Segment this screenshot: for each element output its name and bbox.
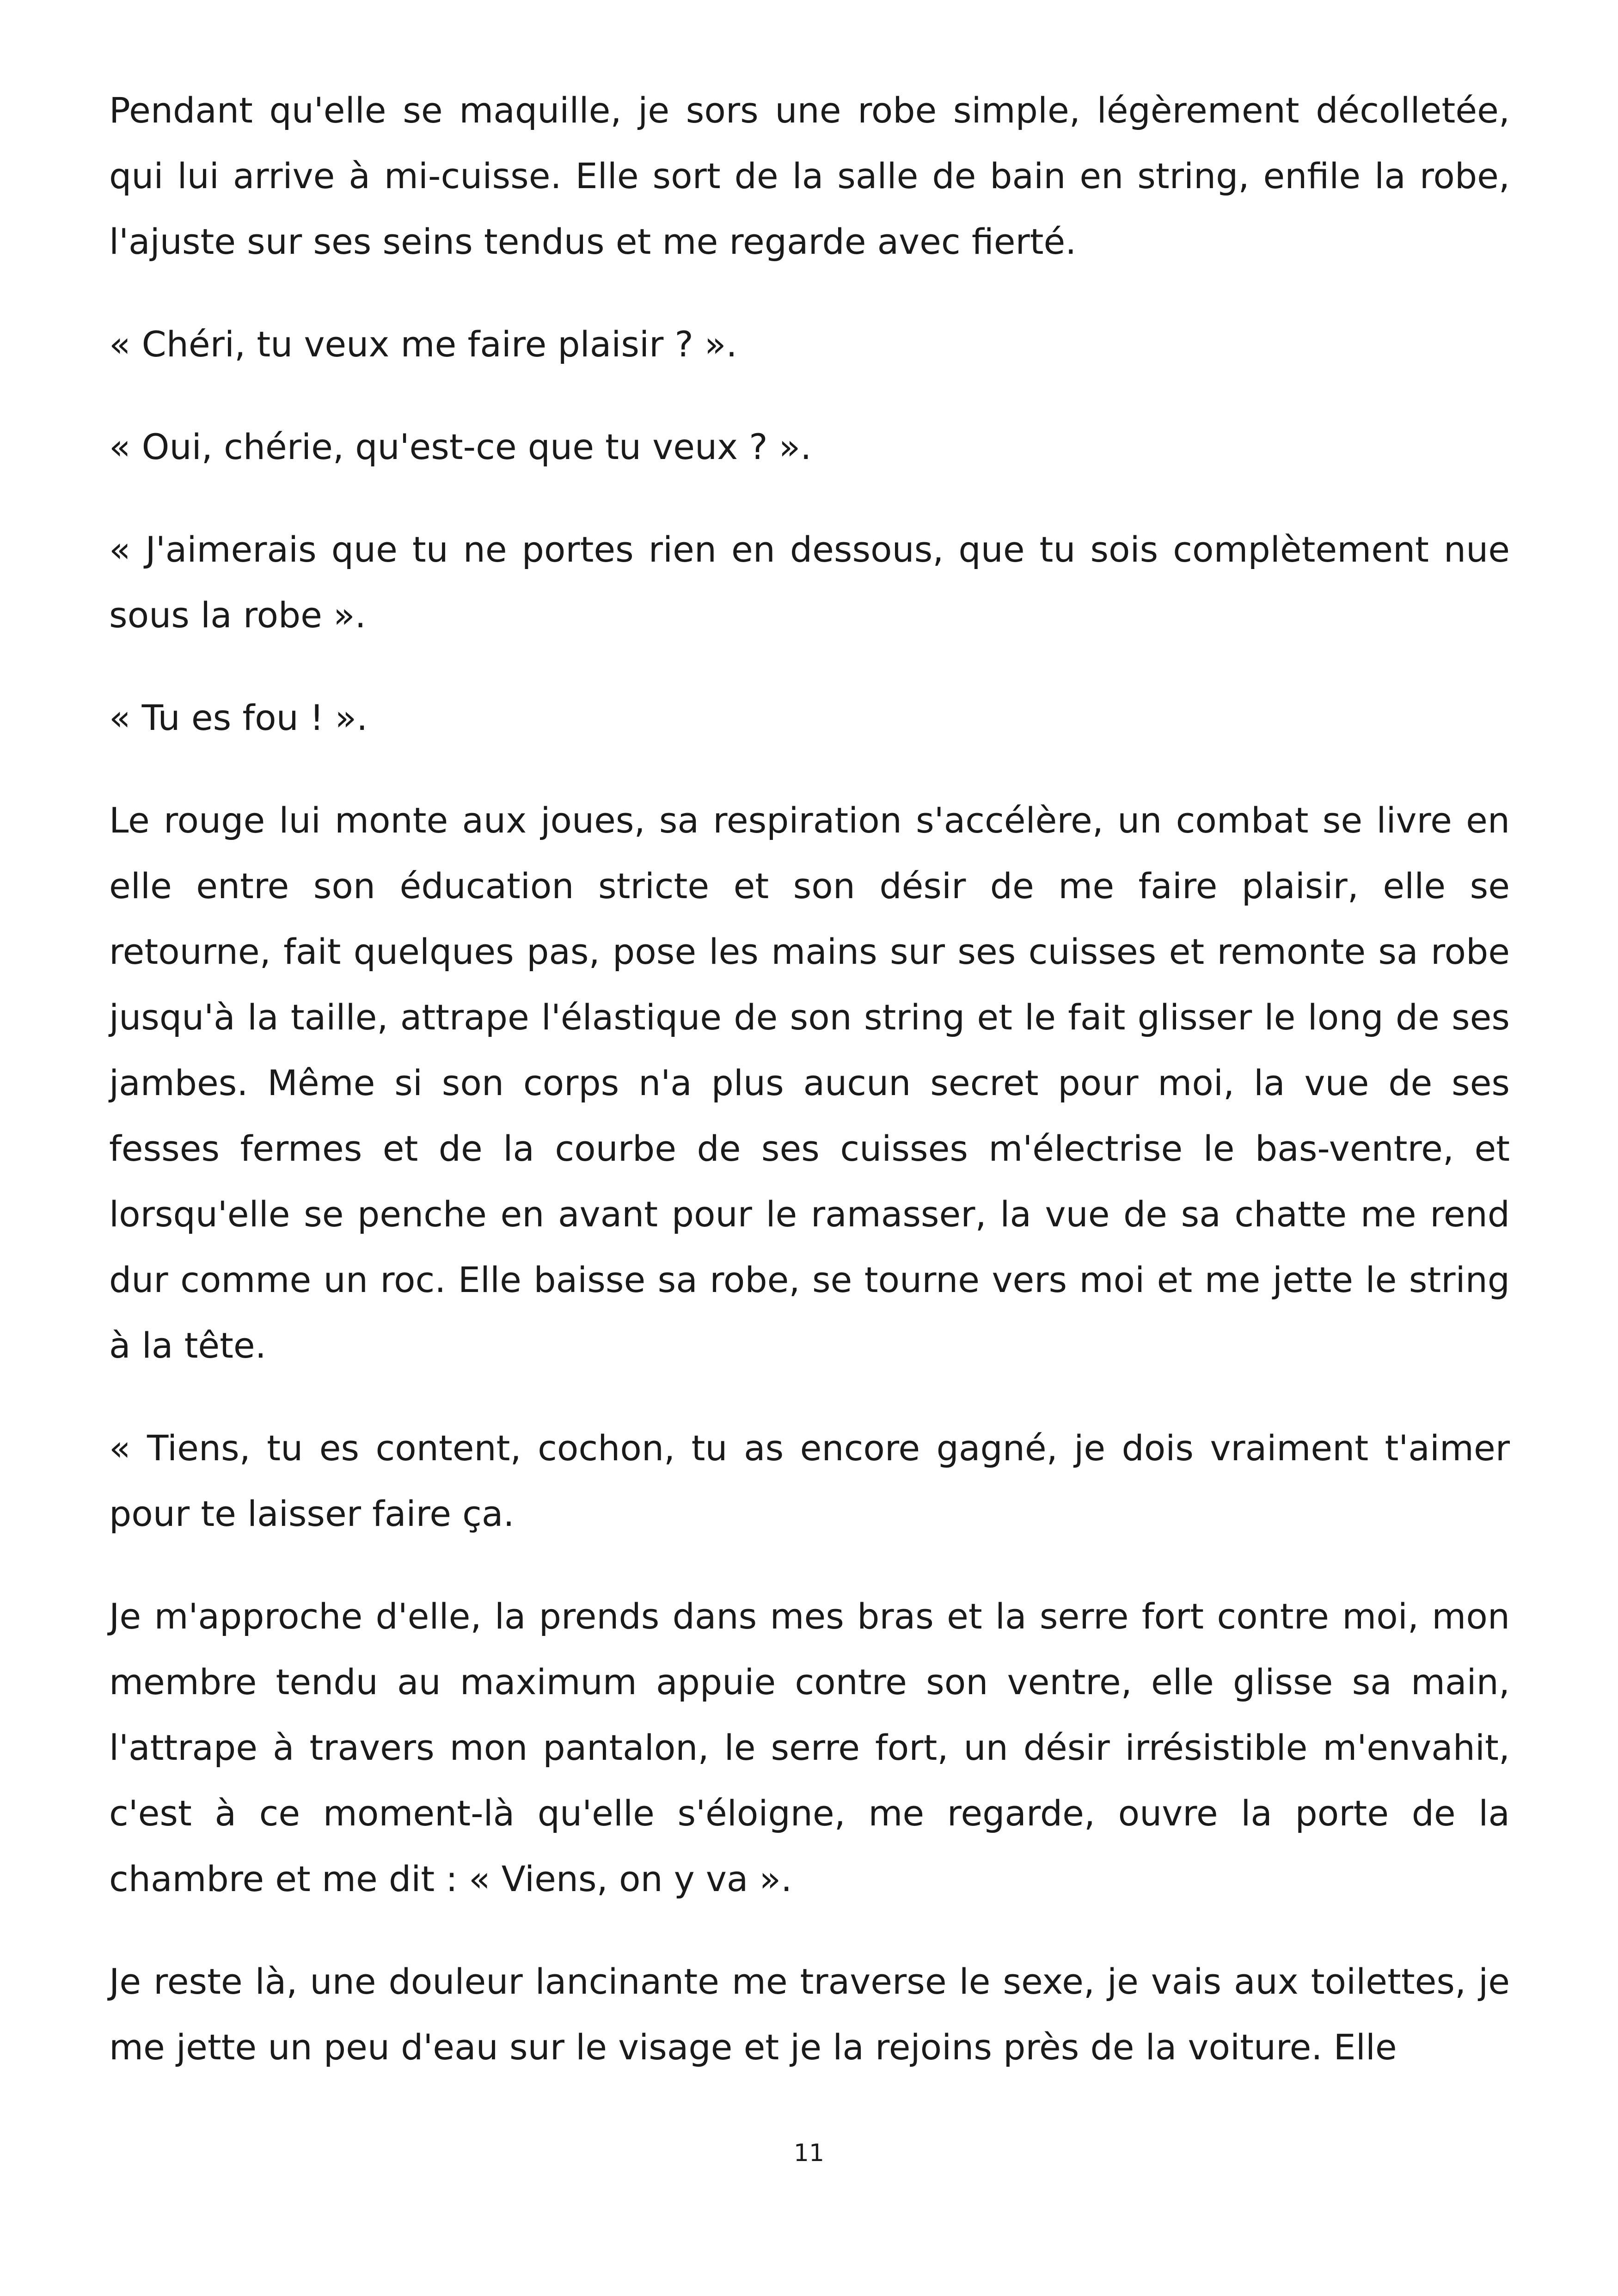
paragraph-7: « Tiens, tu es content, cochon, tu as encore gagné, je dois vraiment t'aimer pour te laisser faire ça. bbox=[109, 1427, 1510, 1534]
paragraph-5: « Tu es fou ! ». bbox=[109, 697, 368, 738]
paragraph-2: « Chéri, tu veux me faire plaisir ? ». bbox=[109, 324, 737, 365]
paragraph-3: « Oui, chérie, qu'est-ce que tu veux ? ». bbox=[109, 426, 812, 467]
paragraph-8: Je m'approche d'elle, la prends dans mes bras et la serre fort contre moi, mon membre tendu au maximum appuie contre son ventre, elle glisse sa main, l'attrape à travers mon pantalon, le serre fort, un désir irrésistible m'envahit, c'est à ce moment-là qu'elle s'éloigne, me regarde, ouvre la porte de la chambre et me dit : « Viens, on y va ». bbox=[109, 1596, 1510, 1899]
paragraph-6: Le rouge lui monte aux joues, sa respiration s'accélère, un combat se livre en elle entre son éducation stricte et son désir de me faire plaisir, elle se retourne, fait quelques pas, pose les mains sur ses cuisses et remonte sa robe jusqu'à la taille, attrape l'élastique de son string et le fait glisser le long de ses jambes. Même si son corps n'a plus aucun secret pour moi, la vue de ses fesses fermes et de la courbe de ses cuisses m'électrise le bas-ventre, et lorsqu'elle se penche en avant pour le ramasser, la vue de sa chatte me rend dur comme un roc. Elle baisse sa robe, se tourne vers moi et me jette le string à la tête. bbox=[109, 800, 1510, 1366]
page-number: 11 bbox=[793, 2139, 825, 2167]
paragraph-4: « J'aimerais que tu ne portes rien en dessous, que tu sois complètement nue sous la robe ». bbox=[109, 529, 1510, 636]
body-text bbox=[109, 78, 1510, 2080]
paragraph-1: Pendant qu'elle se maquille, je sors une robe simple, légèrement décolletée, qui lui arrive à mi-cuisse. Elle sort de la salle de bain en string, enfile la robe, l'ajuste sur ses seins tendus et me regarde avec fierté. bbox=[109, 90, 1510, 262]
paragraph-9: Je reste là, une douleur lancinante me traverse le sexe, je vais aux toilettes, je me jette un peu d'eau sur le visage et je la rejoins près de la voiture. Elle bbox=[109, 1961, 1510, 2068]
